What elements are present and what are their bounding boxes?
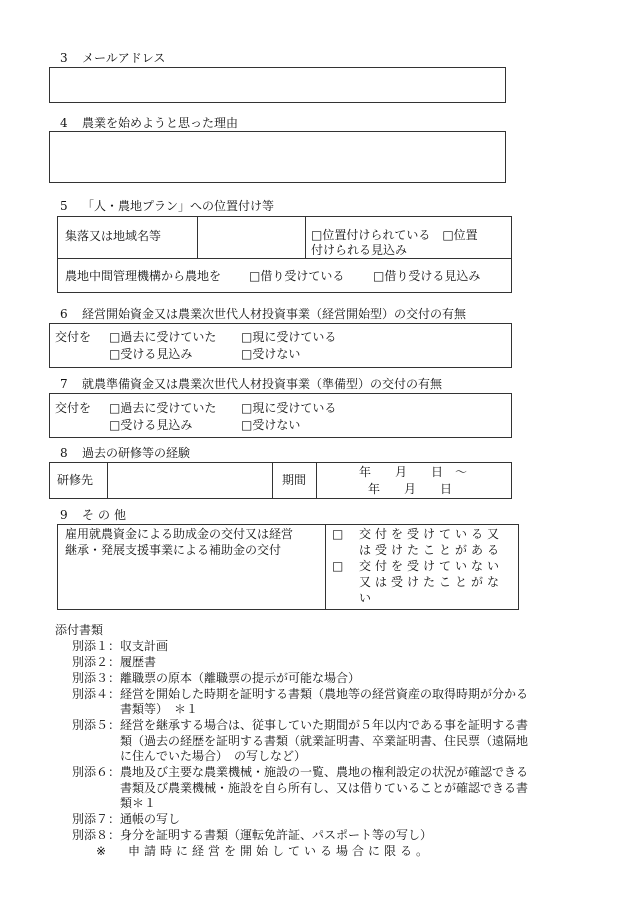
- attachment-line: 類＊１: [72, 796, 157, 810]
- reason-field[interactable]: [49, 131, 506, 183]
- training-table-divider-2: [272, 462, 273, 499]
- attachment-line: 別添２：履歴書: [72, 655, 157, 669]
- attachments-title: 添付書類: [55, 623, 104, 637]
- training-table-divider-1: [107, 462, 108, 499]
- land-leasing-checkbox[interactable]: □借り受けている: [249, 269, 345, 283]
- startup-fund-current-checkbox[interactable]: □現に受けている: [241, 330, 337, 344]
- subsidy-received-checkbox[interactable]: □: [332, 527, 344, 541]
- plan-table-col-divider-2: [305, 216, 306, 258]
- note-text: 申請時に経営を開始している場合に限る。: [128, 844, 433, 858]
- startup-fund-past-checkbox[interactable]: □過去に受けていた: [109, 330, 217, 344]
- attachment-line: 別添８：身分を証明する書類（運転免許証、パスポート等の写し）: [72, 828, 433, 842]
- land-lease-planned-checkbox[interactable]: □借り受ける見込み: [373, 269, 481, 283]
- section-8-number: 8: [60, 446, 68, 460]
- attachment-line: 別添５：経営を継承する場合は、従事していた期間が５年以内である事を証明する書: [72, 718, 529, 732]
- section-4-title: 農業を始めようと思った理由: [82, 116, 239, 130]
- section-7-title: 就農準備資金又は農業次世代人材投資事業（準備型）の交付の有無: [82, 377, 443, 391]
- section-4-number: 4: [60, 116, 68, 130]
- subsidy-received-line1: 交付を受けている又: [359, 527, 504, 541]
- area-name-field[interactable]: [199, 218, 303, 256]
- prep-fund-none-checkbox[interactable]: □受けない: [241, 418, 301, 432]
- subsidy-received-line2: は受けたことがある: [359, 543, 504, 557]
- section-3-title: メールアドレス: [82, 51, 166, 65]
- subsidy-not-received-line1: 交付を受けていない: [359, 559, 504, 573]
- email-field[interactable]: [49, 67, 506, 103]
- section-8-title: 過去の研修等の経験: [82, 446, 191, 460]
- attachment-line: に住んでいた場合） の写しなど）: [72, 749, 307, 763]
- section-3-number: 3: [60, 51, 68, 65]
- prep-fund-past-checkbox[interactable]: □過去に受けていた: [109, 401, 217, 415]
- subsidy-not-received-line2: 又は受けたことがな: [359, 575, 504, 589]
- land-lease-label: 農地中間管理機構から農地を: [65, 269, 222, 283]
- training-period-start[interactable]: 年 月 日 ～: [359, 465, 468, 479]
- section-6-number: 6: [60, 307, 68, 321]
- startup-fund-expected-checkbox[interactable]: □受ける見込み: [109, 347, 193, 361]
- attachment-line: 書類等） ＊１: [72, 702, 199, 716]
- attachment-line: 別添３：離職票の原本（離職票の提示が可能な場合）: [72, 671, 361, 685]
- training-period-end[interactable]: 年 月 日: [368, 482, 453, 496]
- positioning-status-line1[interactable]: □位置付けられている □位置: [311, 228, 478, 242]
- prep-fund-expected-checkbox[interactable]: □受ける見込み: [109, 418, 193, 432]
- note-mark: ※: [96, 844, 107, 858]
- subsidy-description-line2: 継承・発展支援事業による補助金の交付: [65, 543, 282, 557]
- startup-fund-prefix: 交付を: [55, 330, 92, 344]
- plan-table-col-divider-1: [197, 216, 198, 258]
- attachment-line: 別添４：経営を開始した時期を証明する書類（農地等の経営資産の取得時期が分かる: [72, 687, 529, 701]
- training-place-field[interactable]: [109, 464, 270, 497]
- positioning-status-line2: 付けられる見込み: [311, 243, 408, 257]
- attachment-line: 別添１：収支計画: [72, 639, 169, 653]
- training-period-label: 期間: [282, 473, 307, 487]
- subsidy-not-received-checkbox[interactable]: □: [332, 559, 344, 573]
- area-name-label: 集落又は地域名等: [65, 229, 162, 243]
- other-table-divider: [325, 524, 326, 610]
- section-5-title: 「人・農地プラン」への位置付け等: [82, 199, 275, 213]
- section-9-number: 9: [60, 508, 68, 522]
- section-9-title: その他: [82, 508, 131, 522]
- training-place-label: 研修先: [57, 473, 94, 487]
- prep-fund-prefix: 交付を: [55, 401, 92, 415]
- attachment-line: 別添６：農地及び主要な農業機械・施設の一覧、農地の権利設定の状況が確認できる: [72, 765, 529, 779]
- attachment-line: 類（過去の経歴を証明する書類（就業証明書、卒業証明書、住民票（遠隔地: [72, 734, 529, 748]
- plan-table-row-divider: [57, 258, 512, 259]
- attachment-line: 別添７：通帳の写し: [72, 812, 181, 826]
- prep-fund-current-checkbox[interactable]: □現に受けている: [241, 401, 337, 415]
- section-5-number: 5: [60, 199, 68, 213]
- subsidy-not-received-line3: い: [359, 591, 372, 605]
- section-7-number: 7: [60, 377, 68, 391]
- attachment-line: 書類及び農業機械・施設を自ら所有し、又は借りていることが確認できる書: [72, 781, 529, 795]
- training-table-divider-3: [316, 462, 317, 499]
- subsidy-description-line1: 雇用就農資金による助成金の交付又は経営: [65, 527, 294, 541]
- startup-fund-none-checkbox[interactable]: □受けない: [241, 347, 301, 361]
- section-6-title: 経営開始資金又は農業次世代人材投資事業（経営開始型）の交付の有無: [82, 307, 467, 321]
